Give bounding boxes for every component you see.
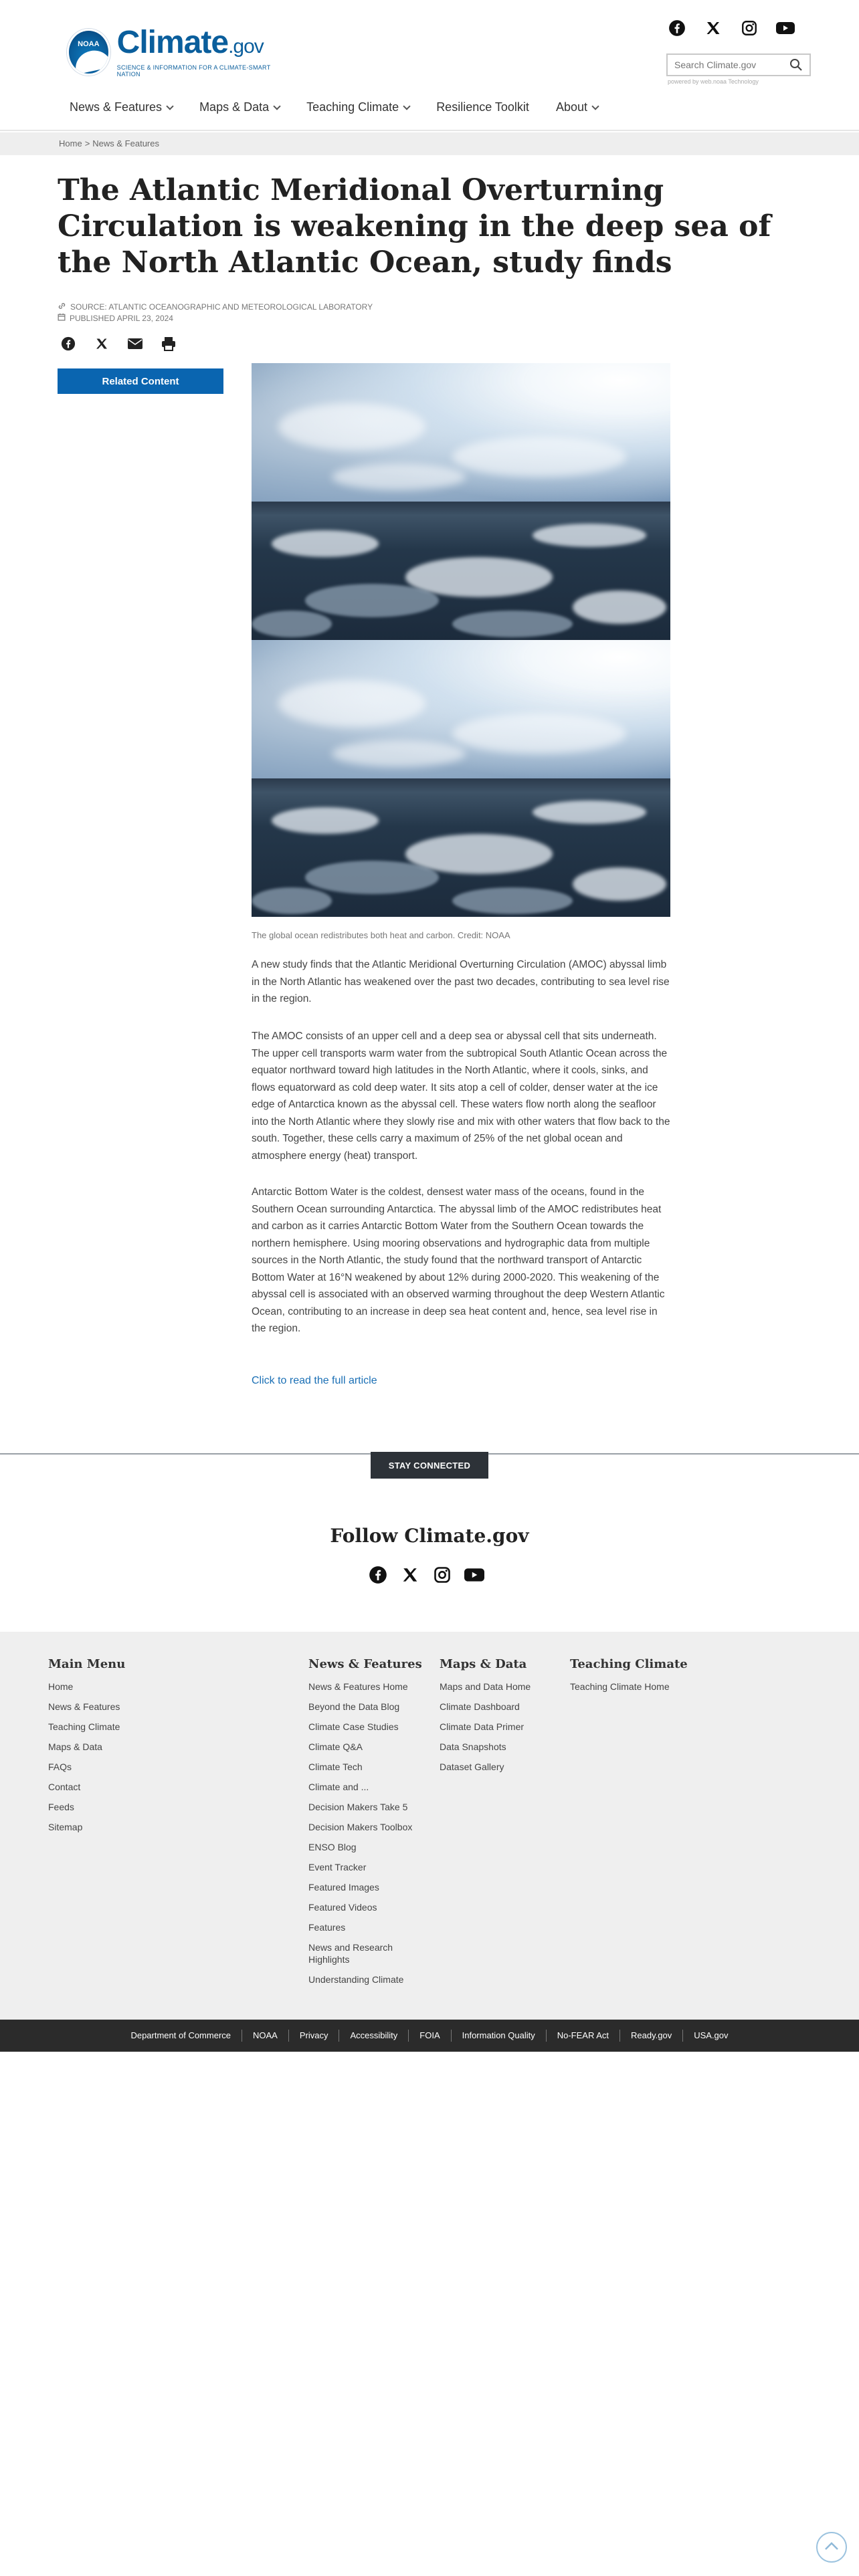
breadcrumb-separator: > xyxy=(84,138,90,148)
facebook-icon[interactable] xyxy=(368,1565,388,1585)
footer-column-title: Main Menu xyxy=(48,1657,126,1671)
footer-column-maps-data xyxy=(440,1657,531,1781)
instagram-icon[interactable] xyxy=(740,19,759,37)
x-icon[interactable] xyxy=(704,19,723,37)
footer-column-teaching-climate xyxy=(570,1657,688,1701)
read-full-article-link[interactable]: Click to read the full article xyxy=(252,1375,377,1386)
link-icon xyxy=(58,302,66,312)
share-x-icon[interactable] xyxy=(94,336,110,352)
site-search xyxy=(666,53,811,76)
site-header xyxy=(0,0,859,131)
ocean-image xyxy=(252,363,670,640)
footer-link[interactable]: Decision Makers Toolbox xyxy=(308,1822,413,1832)
article-source: SOURCE: ATLANTIC OCEANOGRAPHIC AND METEOROLOGICAL LABORATORY xyxy=(70,302,373,312)
instagram-icon[interactable] xyxy=(432,1565,452,1585)
print-icon[interactable] xyxy=(161,336,177,352)
chevron-up-icon xyxy=(824,2541,839,2554)
nav-teaching-climate[interactable]: Teaching Climate xyxy=(306,100,409,114)
search-icon[interactable] xyxy=(789,58,803,75)
breadcrumb-home[interactable]: Home xyxy=(59,138,82,148)
footer-link[interactable]: Maps & Data xyxy=(48,1741,102,1752)
footer-bottom-link[interactable]: FOIA xyxy=(409,2030,451,2042)
chevron-down-icon xyxy=(403,102,411,110)
footer-column-title: Maps & Data xyxy=(440,1657,527,1671)
image-caption: The global ocean redistributes both heat and carbon. Credit: NOAA xyxy=(252,930,510,940)
footer-social-links xyxy=(368,1565,484,1585)
footer-bottom-link[interactable]: NOAA xyxy=(242,2030,289,2042)
footer-link[interactable]: Featured Videos xyxy=(308,1902,377,1913)
nav-resilience-toolkit[interactable]: Resilience Toolkit xyxy=(436,100,529,114)
footer-bottom-link[interactable]: Accessibility xyxy=(339,2030,409,2042)
youtube-icon[interactable] xyxy=(464,1565,484,1585)
footer-link[interactable]: Climate Tech xyxy=(308,1761,363,1772)
header-social-links xyxy=(668,19,795,37)
footer-bottom-link[interactable]: Privacy xyxy=(289,2030,340,2042)
back-to-top-button[interactable] xyxy=(816,2532,847,2563)
footer-bottom-link[interactable]: USA.gov xyxy=(694,2030,729,2040)
footer-link[interactable]: Climate and ... xyxy=(308,1782,369,1792)
related-content-button[interactable]: Related Content xyxy=(58,368,223,394)
chevron-down-icon xyxy=(273,102,280,110)
footer-link[interactable]: Decision Makers Take 5 xyxy=(308,1802,408,1812)
nav-maps-data[interactable]: Maps & Data xyxy=(199,100,280,114)
logo-wordmark: Climate.gov xyxy=(116,25,264,60)
page-title: The Atlantic Meridional Overturning Circulation is weakening in the deep sea of the North Atlantic Ocean, study finds xyxy=(58,173,771,280)
footer-column-news-features xyxy=(308,1657,422,1994)
footer-link[interactable]: Event Tracker xyxy=(308,1862,367,1872)
footer-bottom-link[interactable]: Department of Commerce xyxy=(120,2030,242,2042)
footer-link[interactable]: Climate Case Studies xyxy=(308,1721,399,1732)
footer-link[interactable]: Beyond the Data Blog xyxy=(308,1701,400,1712)
follow-title: Follow Climate.gov xyxy=(330,1525,529,1547)
footer-link[interactable]: FAQs xyxy=(48,1761,72,1772)
nav-news-features[interactable]: News & Features xyxy=(70,100,173,114)
footer-link[interactable]: Teaching Climate xyxy=(48,1721,120,1732)
chevron-down-icon xyxy=(591,102,599,110)
noaa-seal-text: NOAA xyxy=(78,40,100,48)
footer-link[interactable]: Climate Data Primer xyxy=(440,1721,524,1732)
footer-link[interactable]: News & Features xyxy=(48,1701,120,1712)
footer-link[interactable]: Data Snapshots xyxy=(440,1741,506,1752)
footer-bottom-bar xyxy=(0,2020,859,2052)
facebook-icon[interactable] xyxy=(668,19,686,37)
article-meta xyxy=(58,301,373,324)
climate-gov-logo[interactable] xyxy=(67,27,281,78)
nav-about[interactable]: About xyxy=(556,100,598,114)
article-published-date: PUBLISHED APRIL 23, 2024 xyxy=(70,313,173,323)
breadcrumb-bar xyxy=(0,132,859,155)
site-footer xyxy=(0,1632,859,2020)
footer-link[interactable]: Sitemap xyxy=(48,1822,83,1832)
share-facebook-icon[interactable] xyxy=(60,336,76,352)
footer-column-title: News & Features xyxy=(308,1657,422,1671)
share-email-icon[interactable] xyxy=(127,336,143,352)
breadcrumb-news-features[interactable]: News & Features xyxy=(92,138,159,148)
article-paragraph: The AMOC consists of an upper cell and a deep sea or abyssal cell that sits underneath. The upper cell transports warm water from the subtropical South Atlantic Ocean across the equator northward toward high latitudes in the North Atlantic, where it cools, sinks, and flows equatorward as cold deep water. It sits atop a cell of colder, denser water at the ice edge of Antarctica known as the abyssal cell. These waters flow north along the seafloor into the North Atlantic where they slowly rise and mix with other waters that flow back to the south. Together, these cells carry a maximum of 25% of the net global ocean and atmosphere energy (heat) transport. xyxy=(252,1031,670,1162)
footer-link[interactable]: Maps and Data Home xyxy=(440,1681,531,1692)
noaa-seal-icon xyxy=(67,29,110,76)
footer-link[interactable]: Home xyxy=(48,1681,74,1692)
article-paragraph: Antarctic Bottom Water is the coldest, densest water mass of the oceans, found in the Southern Ocean surrounding Antarctica. The abyssal limb of the AMOC redistributes heat and carbon as it carries Antarctic Bottom Water from the Southern Ocean towards the northern hemisphere. Using mooring observations and hydrographic data from multiple sources in the North Atlantic, the study found that the northward transport of Antarctic Bottom Water at 16°N weakened by about 12% during 2000-2020. This weakening of the abyssal cell is associated with an observed warming throughout the deep Western Atlantic Ocean, contributing to an increase in deep sea heat content and, hence, sea level rise in the region. xyxy=(252,1186,665,1334)
logo-tagline: SCIENCE & INFORMATION FOR A CLIMATE-SMART NATION xyxy=(116,64,271,78)
calendar-icon xyxy=(58,313,66,323)
search-powered-by: powered by web.noaa Technology xyxy=(668,78,759,85)
footer-link[interactable]: ENSO Blog xyxy=(308,1842,357,1852)
breadcrumb xyxy=(59,138,159,148)
footer-bottom-link[interactable]: Ready.gov xyxy=(620,2030,683,2042)
footer-column-title: Teaching Climate xyxy=(570,1657,688,1671)
search-input[interactable] xyxy=(668,60,781,70)
footer-link[interactable]: Understanding Climate xyxy=(308,1974,404,1985)
footer-bottom-link[interactable]: No-FEAR Act xyxy=(547,2030,620,2042)
footer-link[interactable]: Climate Dashboard xyxy=(440,1701,520,1712)
footer-link[interactable]: Climate Q&A xyxy=(308,1741,363,1752)
footer-column-main-menu xyxy=(48,1657,125,1841)
footer-bottom-link[interactable]: Information Quality xyxy=(452,2030,547,2042)
share-buttons xyxy=(60,336,177,352)
footer-link[interactable]: Featured Images xyxy=(308,1882,379,1893)
footer-link[interactable]: News & Features Home xyxy=(308,1681,408,1692)
footer-link[interactable]: Teaching Climate Home xyxy=(570,1681,670,1692)
chevron-down-icon xyxy=(166,102,173,110)
main-nav xyxy=(70,100,598,114)
x-icon[interactable] xyxy=(400,1565,420,1585)
stay-connected-label: STAY CONNECTED xyxy=(371,1452,488,1479)
footer-link[interactable]: Contact xyxy=(48,1782,81,1792)
youtube-icon[interactable] xyxy=(776,19,795,37)
footer-link[interactable]: Feeds xyxy=(48,1802,74,1812)
footer-link[interactable]: Features xyxy=(308,1922,346,1933)
ocean-image xyxy=(252,640,670,917)
footer-link[interactable]: News and Research Highlights xyxy=(308,1942,393,1965)
footer-link[interactable]: Dataset Gallery xyxy=(440,1761,504,1772)
article-paragraph: A new study finds that the Atlantic Meridional Overturning Circulation (AMOC) abyssal limb in the North Atlantic has weakened over the past two decades, contributing to sea level rise in the region. xyxy=(252,959,670,1004)
